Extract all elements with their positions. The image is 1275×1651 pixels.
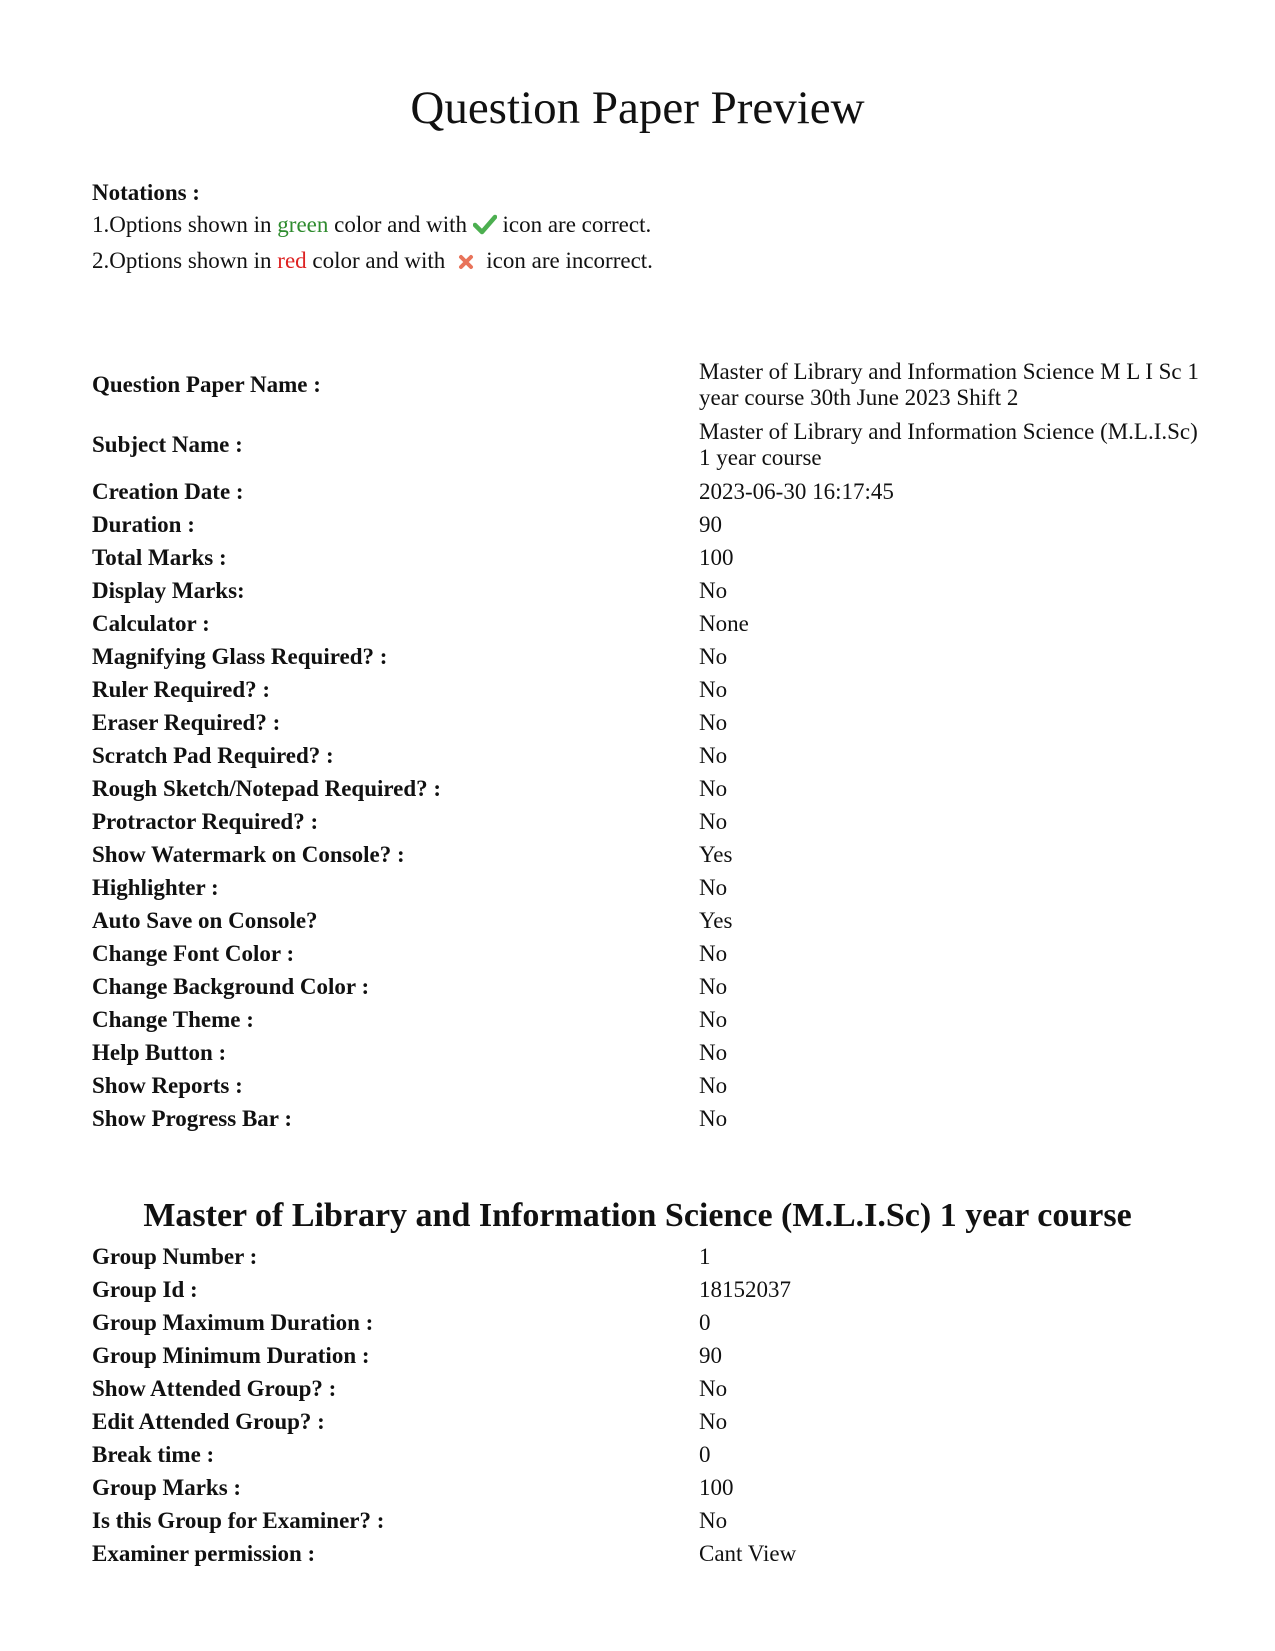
detail-row xyxy=(92,1405,1202,1438)
detail-label: Group Id : xyxy=(92,1277,198,1302)
detail-label: Change Font Color : xyxy=(92,941,295,966)
detail-value: 90 xyxy=(699,1343,722,1368)
detail-value: No xyxy=(699,974,728,999)
detail-value: 90 xyxy=(699,512,722,537)
detail-label: Display Marks: xyxy=(92,578,245,603)
notation-text: icon are correct. xyxy=(496,212,652,237)
detail-value: No xyxy=(699,743,728,768)
detail-row xyxy=(92,937,1202,970)
detail-label: Examiner permission : xyxy=(92,1541,316,1566)
detail-row xyxy=(92,607,1202,640)
detail-row xyxy=(92,904,1202,937)
detail-value: No xyxy=(699,776,728,801)
notation-incorrect-line xyxy=(92,244,653,280)
detail-row xyxy=(92,1240,1202,1273)
detail-row xyxy=(92,805,1202,838)
detail-row xyxy=(92,706,1202,739)
detail-value: No xyxy=(699,875,728,900)
detail-value: No xyxy=(699,578,728,603)
detail-value: No xyxy=(699,941,728,966)
detail-row xyxy=(92,838,1202,871)
detail-value: Yes xyxy=(699,842,733,867)
detail-row xyxy=(92,871,1202,904)
notation-text: 1.Options shown in xyxy=(92,212,278,237)
notation-correct-line xyxy=(92,208,653,244)
detail-value: 2023-06-30 16:17:45 xyxy=(699,479,894,504)
detail-label: Ruler Required? : xyxy=(92,677,271,702)
notations-block xyxy=(92,178,653,280)
detail-row xyxy=(92,1471,1202,1504)
detail-row xyxy=(92,1069,1202,1102)
detail-value: Master of Library and Information Science (M.L.I.Sc) 1 year course xyxy=(699,419,1198,470)
detail-row xyxy=(92,574,1202,607)
detail-label: Subject Name : xyxy=(92,432,243,457)
detail-label: Is this Group for Examiner? : xyxy=(92,1508,385,1533)
detail-row xyxy=(92,1102,1202,1135)
notation-text: color and with xyxy=(306,248,452,273)
detail-label: Group Number : xyxy=(92,1244,258,1269)
section-title: Master of Library and Information Science (M.L.I.Sc) 1 year course xyxy=(143,1197,1132,1234)
detail-row xyxy=(92,355,1202,415)
detail-label: Show Attended Group? : xyxy=(92,1376,337,1401)
detail-row xyxy=(92,1306,1202,1339)
detail-value: Yes xyxy=(699,908,733,933)
notation-text: color and with xyxy=(328,212,473,237)
detail-label: Show Watermark on Console? : xyxy=(92,842,405,867)
red-word: red xyxy=(277,248,307,273)
detail-label: Creation Date : xyxy=(92,479,244,504)
detail-row xyxy=(92,673,1202,706)
check-icon xyxy=(473,211,497,244)
detail-label: Break time : xyxy=(92,1442,215,1467)
detail-row xyxy=(92,1438,1202,1471)
detail-label: Total Marks : xyxy=(92,545,227,570)
detail-value: No xyxy=(699,1106,728,1131)
detail-value: 0 xyxy=(699,1310,711,1335)
cross-icon xyxy=(457,247,475,280)
detail-label: Protractor Required? : xyxy=(92,809,319,834)
notations-heading: Notations : xyxy=(92,180,200,205)
detail-label: Magnifying Glass Required? : xyxy=(92,644,388,669)
group-details-table xyxy=(92,1240,1202,1570)
detail-row xyxy=(92,640,1202,673)
detail-value: No xyxy=(699,710,728,735)
detail-value: None xyxy=(699,611,749,636)
detail-row xyxy=(92,415,1202,475)
detail-value: No xyxy=(699,1073,728,1098)
detail-value: 18152037 xyxy=(699,1277,791,1302)
detail-label: Group Marks : xyxy=(92,1475,242,1500)
detail-row xyxy=(92,541,1202,574)
detail-row xyxy=(92,1339,1202,1372)
detail-value: 100 xyxy=(699,545,734,570)
detail-value: No xyxy=(699,677,728,702)
paper-details-table xyxy=(92,355,1202,1135)
detail-row xyxy=(92,1036,1202,1069)
detail-row xyxy=(92,475,1202,508)
page-title: Question Paper Preview xyxy=(410,82,865,134)
detail-label: Change Background Color : xyxy=(92,974,370,999)
detail-row xyxy=(92,1537,1202,1570)
detail-value: No xyxy=(699,1508,728,1533)
detail-label: Edit Attended Group? : xyxy=(92,1409,325,1434)
detail-value: 100 xyxy=(699,1475,734,1500)
detail-value: 1 xyxy=(699,1244,711,1269)
detail-row xyxy=(92,739,1202,772)
detail-label: Show Progress Bar : xyxy=(92,1106,292,1131)
detail-value: No xyxy=(699,809,728,834)
detail-label: Group Minimum Duration : xyxy=(92,1343,370,1368)
detail-value: Master of Library and Information Science M L I Sc 1 year course 30th June 2023 Shift 2 xyxy=(699,359,1199,410)
detail-label: Highlighter : xyxy=(92,875,219,900)
detail-value: No xyxy=(699,1409,728,1434)
notation-text: 2.Options shown in xyxy=(92,248,278,273)
green-word: green xyxy=(277,212,329,237)
detail-row xyxy=(92,772,1202,805)
detail-row xyxy=(92,970,1202,1003)
notation-text: icon are incorrect. xyxy=(480,248,653,273)
detail-label: Rough Sketch/Notepad Required? : xyxy=(92,776,442,801)
detail-value: No xyxy=(699,1007,728,1032)
detail-label: Change Theme : xyxy=(92,1007,254,1032)
detail-label: Auto Save on Console? xyxy=(92,908,318,933)
detail-label: Scratch Pad Required? : xyxy=(92,743,334,768)
detail-label: Show Reports : xyxy=(92,1073,243,1098)
detail-value: 0 xyxy=(699,1442,711,1467)
detail-label: Calculator : xyxy=(92,611,210,636)
detail-value: No xyxy=(699,1376,728,1401)
detail-label: Duration : xyxy=(92,512,195,537)
detail-label: Eraser Required? : xyxy=(92,710,281,735)
detail-label: Question Paper Name : xyxy=(92,372,321,397)
detail-value: Cant View xyxy=(699,1541,797,1566)
detail-row xyxy=(92,1372,1202,1405)
detail-row xyxy=(92,1273,1202,1306)
detail-row xyxy=(92,1003,1202,1036)
detail-value: No xyxy=(699,1040,728,1065)
detail-value: No xyxy=(699,644,728,669)
detail-label: Group Maximum Duration : xyxy=(92,1310,374,1335)
detail-row xyxy=(92,508,1202,541)
detail-row xyxy=(92,1504,1202,1537)
detail-label: Help Button : xyxy=(92,1040,227,1065)
